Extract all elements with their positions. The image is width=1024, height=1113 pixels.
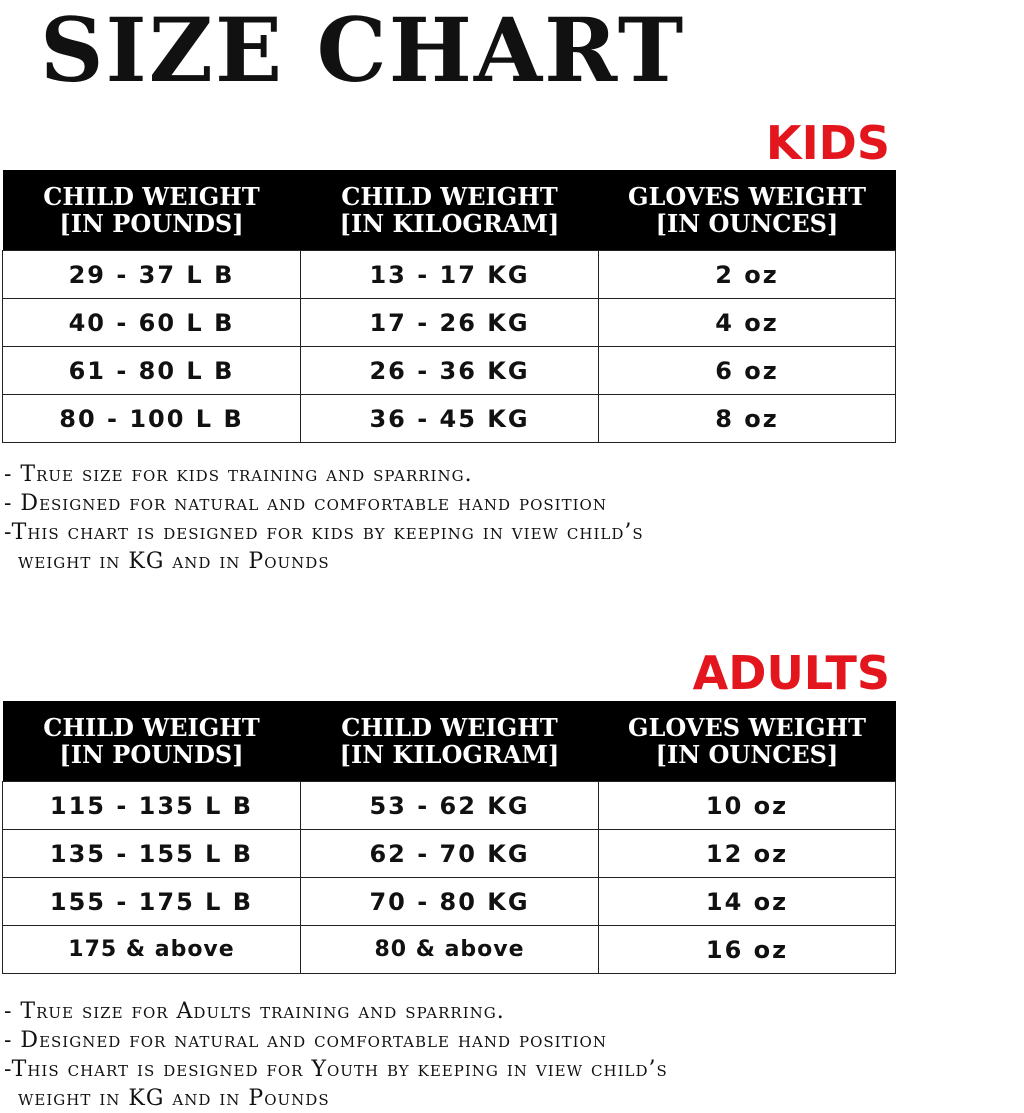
note-line: - True size for kids training and sparring. [4, 462, 473, 487]
kilogram-cell: 36 - 45 KG [301, 395, 599, 443]
ounces-cell: 4 oz [599, 299, 896, 347]
table-row [3, 251, 896, 299]
header-child-weight-kilogram: CHILD WEIGHT [IN KILOGRAM] [301, 701, 599, 782]
table-row [3, 878, 896, 926]
pounds-cell: 175 & above [3, 926, 301, 974]
kilogram-cell: 53 - 62 KG [301, 782, 599, 830]
kilogram-cell: 62 - 70 KG [301, 830, 599, 878]
note-line: -This chart is designed for Youth by keeping in view child’s [4, 1057, 668, 1082]
kilogram-cell: 70 - 80 KG [301, 878, 599, 926]
pounds-cell: 80 - 100 L B [3, 395, 301, 443]
note-line: -This chart is designed for kids by keeping in view child’s [4, 520, 644, 545]
ounces-cell: 16 oz [599, 926, 896, 974]
note-line: - Designed for natural and comfortable hand position [4, 491, 607, 516]
ounces-cell: 2 oz [599, 251, 896, 299]
pounds-cell: 61 - 80 L B [3, 347, 301, 395]
pounds-cell: 135 - 155 L B [3, 830, 301, 878]
ounces-cell: 8 oz [599, 395, 896, 443]
note-line: weight in KG and in Pounds [18, 1086, 330, 1111]
table-row [3, 347, 896, 395]
ounces-cell: 14 oz [599, 878, 896, 926]
table-row [3, 782, 896, 830]
kilogram-cell: 80 & above [301, 926, 599, 974]
note-line: weight in KG and in Pounds [18, 549, 330, 574]
kids-notes [4, 460, 644, 576]
adults-size-table [2, 701, 896, 974]
kids-size-table [2, 170, 896, 443]
pounds-cell: 115 - 135 L B [3, 782, 301, 830]
note-line: - Designed for natural and comfortable hand position [4, 1028, 607, 1053]
adults-table-header-row [3, 701, 896, 782]
pounds-cell: 40 - 60 L B [3, 299, 301, 347]
ounces-cell: 10 oz [599, 782, 896, 830]
note-line: - True size for Adults training and sparring. [4, 999, 505, 1024]
header-child-weight-pounds: CHILD WEIGHT [IN POUNDS] [3, 701, 301, 782]
header-gloves-weight-ounces: GLOVES WEIGHT [IN OUNCES] [599, 170, 896, 251]
ounces-cell: 12 oz [599, 830, 896, 878]
kilogram-cell: 17 - 26 KG [301, 299, 599, 347]
adults-section-heading: ADULTS [692, 646, 890, 700]
pounds-cell: 29 - 37 L B [3, 251, 301, 299]
table-row [3, 830, 896, 878]
table-row [3, 395, 896, 443]
kids-table-header-row [3, 170, 896, 251]
kilogram-cell: 13 - 17 KG [301, 251, 599, 299]
pounds-cell: 155 - 175 L B [3, 878, 301, 926]
header-child-weight-kilogram: CHILD WEIGHT [IN KILOGRAM] [301, 170, 599, 251]
page-title: SIZE CHART [40, 0, 686, 102]
kids-section-heading: KIDS [765, 116, 890, 170]
table-row [3, 926, 896, 974]
kilogram-cell: 26 - 36 KG [301, 347, 599, 395]
header-child-weight-pounds: CHILD WEIGHT [IN POUNDS] [3, 170, 301, 251]
table-row [3, 299, 896, 347]
ounces-cell: 6 oz [599, 347, 896, 395]
header-gloves-weight-ounces: GLOVES WEIGHT [IN OUNCES] [599, 701, 896, 782]
adults-notes [4, 997, 668, 1113]
